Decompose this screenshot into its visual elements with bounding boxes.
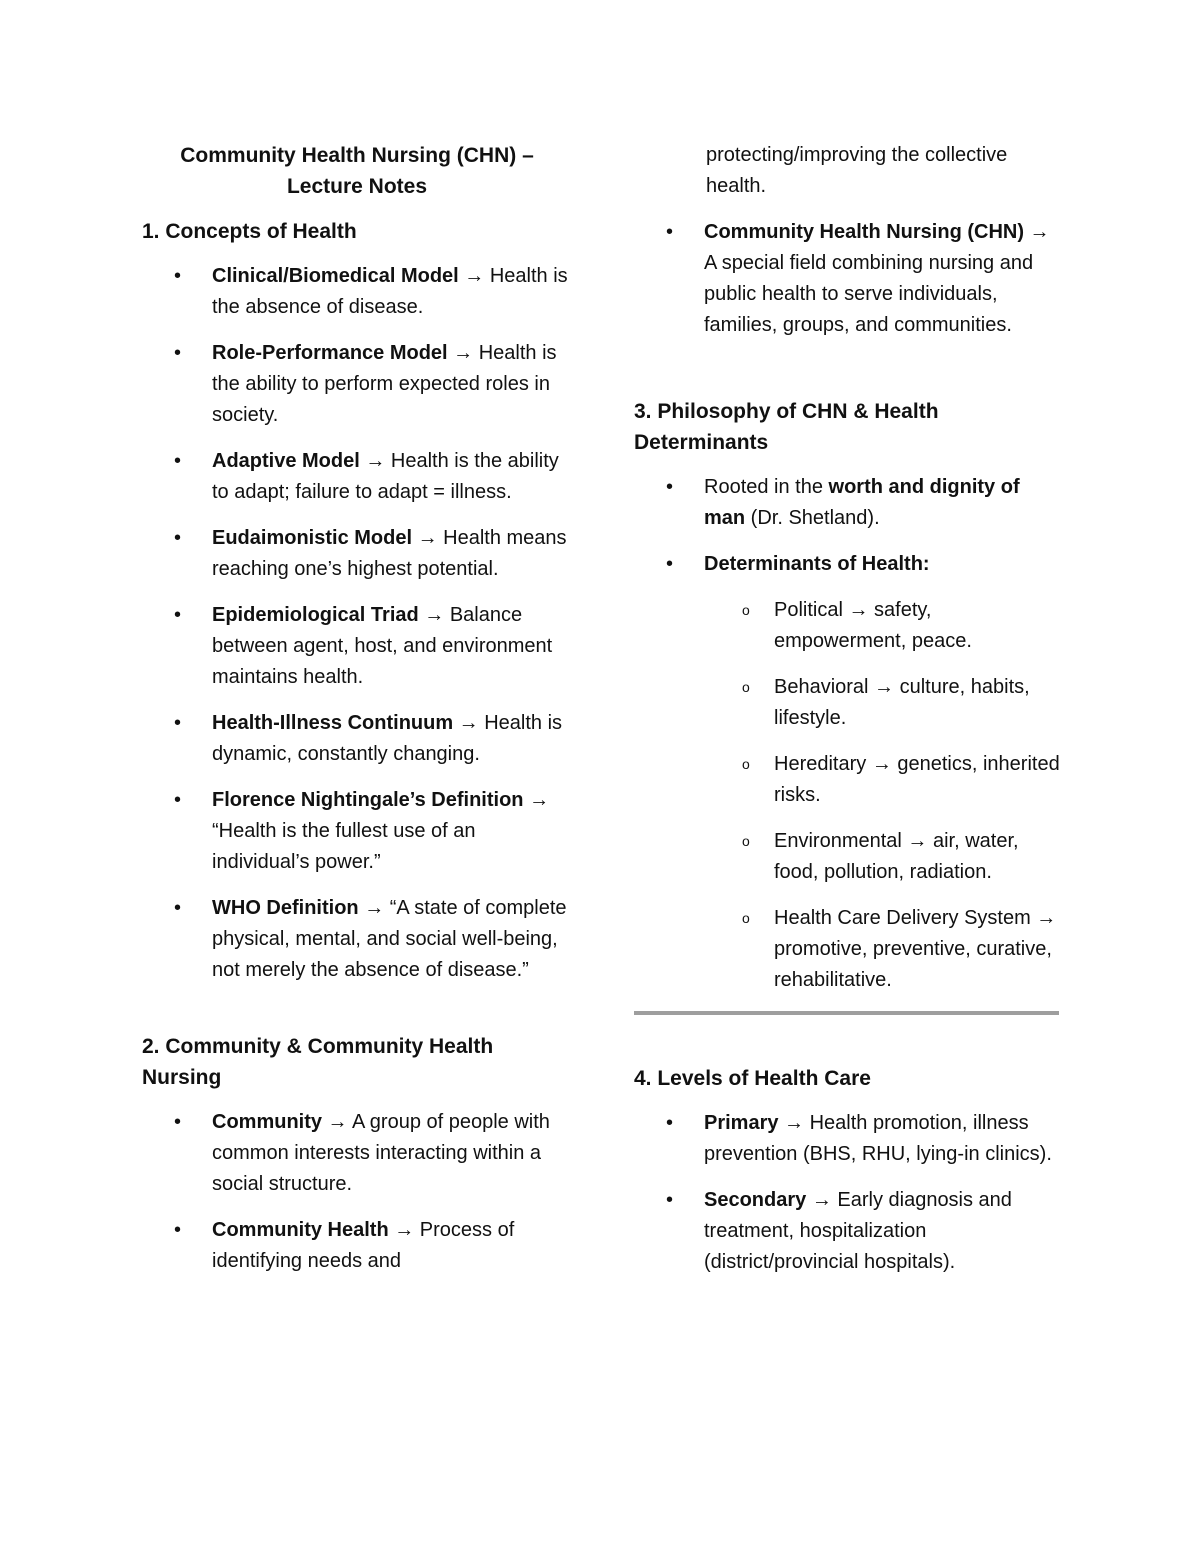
- bullet-icon: •: [174, 604, 182, 626]
- list-item: • Clinical/Biomedical Model → Health is the absence of disease.: [142, 261, 572, 323]
- section-1-heading: 1. Concepts of Health: [142, 220, 357, 243]
- bullet-icon: •: [174, 265, 182, 287]
- list-item: • Role-Performance Model → Health is the ability to perform expected roles in society.: [142, 338, 572, 431]
- right-column: [634, 140, 1064, 1293]
- sub-list-item: o Environmental → air, water, food, pollution, radiation.: [634, 826, 1064, 888]
- bullet-icon: •: [174, 789, 182, 811]
- section-4-list: [634, 1108, 1064, 1278]
- section-2-list-continued: [634, 217, 1064, 341]
- bullet-icon: •: [174, 712, 182, 734]
- list-item: • Eudaimonistic Model → Health means reaching one’s highest potential.: [142, 523, 572, 585]
- sub-list-item: o Political → safety, empowerment, peace.: [634, 595, 1064, 657]
- bullet-icon: •: [174, 527, 182, 549]
- bullet-icon: •: [174, 897, 182, 919]
- list-item: • Secondary → Early diagnosis and treatment, hospitalization (district/provincial hospitals).: [634, 1185, 1064, 1278]
- bullet-icon: •: [174, 342, 182, 364]
- sub-list-item: o Behavioral → culture, habits, lifestyle.: [634, 672, 1064, 734]
- section-1-list: [142, 261, 572, 986]
- list-item: • WHO Definition → “A state of complete physical, mental, and social well-being, not merely the absence of disease.”: [142, 893, 572, 986]
- list-item: • Rooted in the worth and dignity of man (Dr. Shetland).: [634, 472, 1064, 534]
- circle-bullet-icon: o: [742, 910, 750, 926]
- continued-text: protecting/improving the collective health.: [706, 144, 1008, 197]
- list-item: • Adaptive Model → Health is the ability to adapt; failure to adapt = illness.: [142, 446, 572, 508]
- bullet-icon: •: [174, 450, 182, 472]
- bullet-icon: •: [174, 1111, 182, 1133]
- section-4-heading: 4. Levels of Health Care: [634, 1067, 871, 1090]
- circle-bullet-icon: o: [742, 756, 750, 772]
- bullet-icon: •: [666, 476, 674, 498]
- bullet-icon: •: [174, 1219, 182, 1241]
- list-item: • Primary → Health promotion, illness prevention (BHS, RHU, lying-in clinics).: [634, 1108, 1064, 1170]
- bullet-icon: •: [666, 553, 674, 575]
- horizontal-divider: [634, 1011, 1059, 1015]
- sub-list-item: o Hereditary → genetics, inherited risks.: [634, 749, 1064, 811]
- section-2-heading: 2. Community & Community Health Nursing: [142, 1035, 494, 1089]
- list-item: • Community Health → Process of identifying needs and: [142, 1215, 572, 1277]
- left-column: [142, 140, 572, 1292]
- list-item: • Health-Illness Continuum → Health is dynamic, constantly changing.: [142, 708, 572, 770]
- circle-bullet-icon: o: [742, 833, 750, 849]
- list-item: • Florence Nightingale’s Definition → “Health is the fullest use of an individual’s power.”: [142, 785, 572, 878]
- list-item: • Determinants of Health: o Political → safety, empowerment, peace. o Behavioral → culture, habits, lifestyle. o Hereditary → genetics, inherited risks. o Environmental → air, water, food, pollution, radiation. o Health Care Delivery System → promotive, preventive, curative, rehabilitative.: [634, 549, 1064, 996]
- bullet-icon: •: [666, 1189, 674, 1211]
- list-item: • Community Health Nursing (CHN) → A special field combining nursing and public health to serve individuals, families, groups, and communities.: [634, 217, 1064, 341]
- circle-bullet-icon: o: [742, 602, 750, 618]
- circle-bullet-icon: o: [742, 679, 750, 695]
- document-title: Community Health Nursing (CHN) – Lecture Notes: [180, 144, 534, 198]
- section-3-heading: 3. Philosophy of CHN & Health Determinants: [634, 400, 939, 454]
- determinants-list: [704, 595, 1064, 996]
- bullet-icon: •: [666, 221, 674, 243]
- list-item: • Epidemiological Triad → Balance between agent, host, and environment maintains health.: [142, 600, 572, 693]
- list-item: • Community → A group of people with common interests interacting within a social structure.: [142, 1107, 572, 1200]
- section-3-list: [634, 472, 1064, 996]
- sub-list-item: o Health Care Delivery System → promotive, preventive, curative, rehabilitative.: [634, 903, 1064, 996]
- bullet-icon: •: [666, 1112, 674, 1134]
- section-2-list: [142, 1107, 572, 1277]
